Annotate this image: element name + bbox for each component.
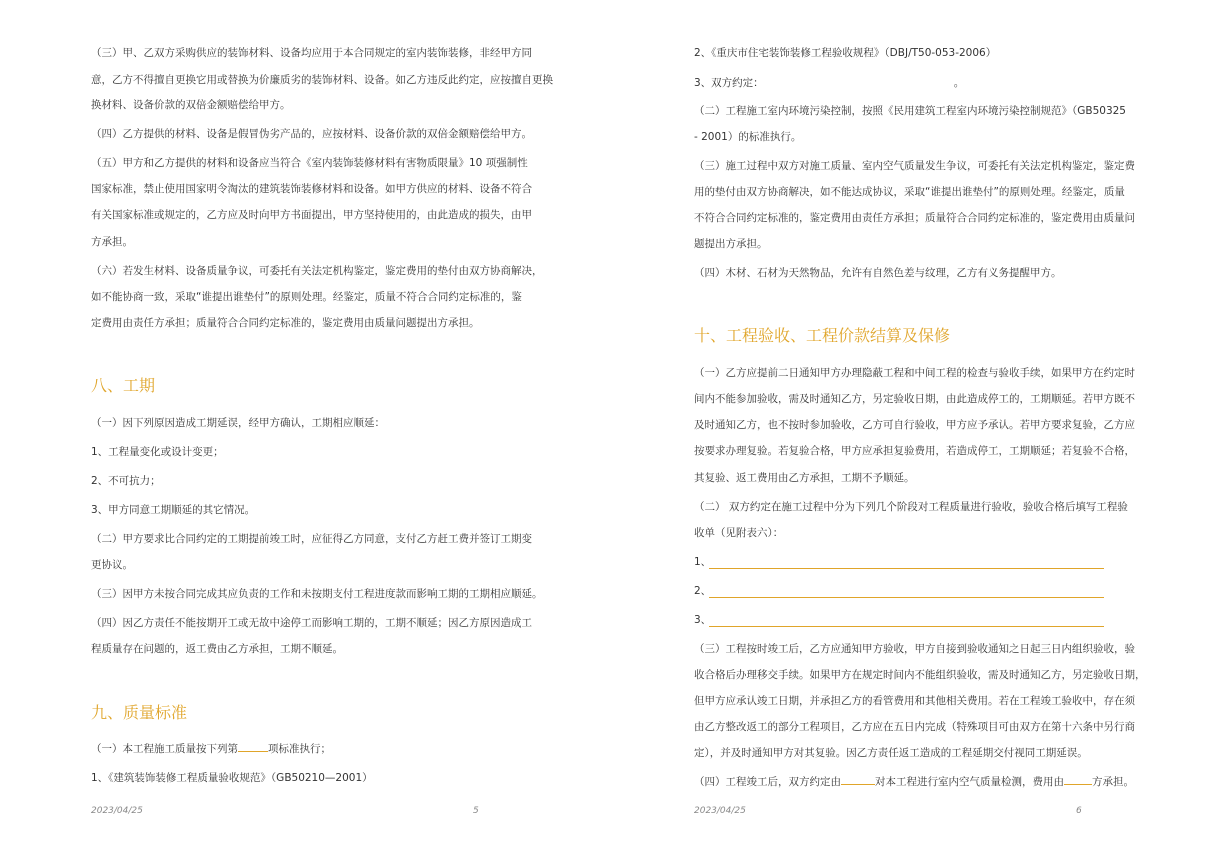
paragraph-line: （三）工程按时竣工后，乙方应通知甲方验收，甲方自接到验收通知之日起三日内组织验收，验 bbox=[694, 643, 1135, 655]
paragraph-line: 更协议。 bbox=[91, 559, 133, 571]
list-item: 1、工程量变化或设计变更； bbox=[91, 446, 224, 458]
paragraph-line: （五）甲方和乙方提供的材料和设备应当符合《室内装饰装修材料有害物质限量》10 项强制性 bbox=[91, 157, 528, 169]
paragraph-line: 定费用由责任方承担；质量符合合同约定标准的，鉴定费用由质量问题提出方承担。 bbox=[91, 317, 480, 329]
blank-line-label: 3、 bbox=[694, 614, 712, 626]
list-item: 3、甲方同意工期顺延的其它情况。 bbox=[91, 504, 256, 516]
section-heading: 八、工期 bbox=[91, 376, 156, 395]
paragraph-line: （三）施工过程中双方对施工质量、室内空气质量发生争议，可委托有关法定机构鉴定，鉴定费 bbox=[694, 160, 1135, 172]
paragraph-line: （六）若发生材料、设备质量争议，可委托有关法定机构鉴定，鉴定费用的垫付由双方协商解决， bbox=[91, 265, 543, 277]
paragraph-line: 但甲方应承认竣工日期，并承担乙方的看管费用和其他相关费用。若在工程竣工验收中，存在须 bbox=[694, 695, 1135, 707]
paragraph-line: 定），并及时通知甲方对其复验。因乙方责任返工造成的工程延期交付视同工期延误。 bbox=[694, 747, 1088, 759]
paragraph-line: 意，乙方不得擅自更换它用或替换为价廉质劣的装饰材料、设备。如乙方违反此约定，应按擅自更换 bbox=[91, 74, 553, 86]
list-item: 1、《建筑装饰装修工程质量验收规范》（GB50210—2001） bbox=[91, 772, 373, 784]
paragraph-line: 收单（见附表六）： bbox=[694, 527, 784, 539]
paragraph-line: 用的垫付由双方协商解决，如不能达成协议，采取“谁提出谁垫付”的原则处理。经鉴定，质量 bbox=[694, 186, 1125, 198]
list-item bbox=[694, 70, 964, 97]
text: 3、双方约定： bbox=[694, 77, 764, 89]
page-number: 5 bbox=[473, 806, 479, 816]
section-heading: 十、工程验收、工程价款结算及保修 bbox=[694, 326, 951, 345]
paragraph-line: 如不能协商一致，采取“谁提出谁垫付”的原则处理。经鉴定，质量不符合合同约定标准的，鉴 bbox=[91, 291, 522, 303]
paragraph-line: （一）乙方应提前二日通知甲方办理隐蔽工程和中间工程的检查与验收手续，如果甲方在约定时 bbox=[694, 367, 1135, 379]
page-6 bbox=[603, 0, 1205, 852]
list-item: 2、不可抗力； bbox=[91, 475, 161, 487]
paragraph-line: （一）因下列原因造成工期延误，经甲方确认，工期相应顺延： bbox=[91, 417, 385, 429]
paragraph-line: （四）乙方提供的材料、设备是假冒伪劣产品的，应按材料、设备价款的双倍金额赔偿给甲方。 bbox=[91, 128, 532, 140]
paragraph-line: 及时通知乙方，也不按时参加验收，乙方可自行验收，甲方应予承认。若甲方要求复验，乙方应 bbox=[694, 419, 1135, 431]
blank-line[interactable] bbox=[709, 597, 1104, 598]
text: （四）工程竣工后，双方约定由 bbox=[694, 776, 841, 788]
text: （一）本工程施工质量按下列第 bbox=[91, 743, 238, 755]
paragraph-line: 换材料、设备价款的双倍金额赔偿给甲方。 bbox=[91, 99, 291, 111]
paragraph-line: （四）因乙方责任不能按期开工或无故中途停工而影响工期的，工期不顺延；因乙方原因造成工 bbox=[91, 617, 532, 629]
paragraph-line: 有关国家标准或规定的，乙方应及时向甲方书面提出，甲方坚持使用的，由此造成的损失，由甲 bbox=[91, 209, 532, 221]
fill-in-blank[interactable] bbox=[238, 739, 268, 752]
paragraph-line: 国家标准，禁止使用国家明令淘汰的建筑装饰装修材料和设备。如甲方供应的材料、设备不符合 bbox=[91, 183, 532, 195]
paragraph-line: 不符合合同约定标准的，鉴定费用由责任方承担；质量符合合同约定标准的，鉴定费用由质量问 bbox=[694, 212, 1135, 224]
footer-date: 2023/04/25 bbox=[694, 806, 746, 816]
fill-in-blank[interactable] bbox=[841, 772, 875, 785]
text: 项标准执行； bbox=[268, 743, 331, 755]
section-heading: 九、质量标准 bbox=[91, 703, 188, 722]
paragraph-line: 收合格后办理移交手续。如果甲方在规定时间内不能组织验收，需及时通知乙方，另定验收日期， bbox=[694, 669, 1146, 681]
paragraph-line: 按要求办理复验。若复验合格，甲方应承担复验费用，若造成停工，工期顺延；若复验不合格， bbox=[694, 445, 1135, 457]
text: 。 bbox=[953, 77, 965, 89]
text: 方承担。 bbox=[1092, 776, 1134, 788]
blank-line-label: 2、 bbox=[694, 585, 712, 597]
paragraph-line bbox=[91, 736, 331, 763]
paragraph-line: （二）甲方要求比合同约定的工期提前竣工时，应征得乙方同意，支付乙方赶工费并签订工期变 bbox=[91, 533, 532, 545]
page-5 bbox=[0, 0, 602, 852]
blank-line[interactable] bbox=[709, 568, 1104, 569]
paragraph-line: 其复验、返工费用由乙方承担，工期不予顺延。 bbox=[694, 472, 915, 484]
paragraph-line bbox=[694, 769, 1134, 796]
paragraph-line: 程质量存在问题的，返工费由乙方承担，工期不顺延。 bbox=[91, 643, 343, 655]
paragraph-line: （二）工程施工室内环境污染控制，按照《民用建筑工程室内环境污染控制规范》（GB50325 bbox=[694, 105, 1126, 117]
paragraph-line: - 2001）的标准执行。 bbox=[694, 131, 802, 143]
paragraph-line: 题提出方承担。 bbox=[694, 238, 768, 250]
paragraph-line: 间内不能参加验收，需及时通知乙方，另定验收日期，由此造成停工的，工期顺延。若甲方既不 bbox=[694, 393, 1135, 405]
paragraph-line: 由乙方整改返工的部分工程项目，乙方应在五日内完成（特殊项目可由双方在第十六条中另行商 bbox=[694, 721, 1135, 733]
fill-in-blank[interactable] bbox=[1064, 772, 1092, 785]
blank-line[interactable] bbox=[709, 626, 1104, 627]
paragraph-line: 方承担。 bbox=[91, 236, 133, 248]
list-item: 2、《重庆市住宅装饰装修工程验收规程》（DBJ/T50-053-2006） bbox=[694, 47, 997, 59]
text: 对本工程进行室内空气质量检测，费用由 bbox=[875, 776, 1064, 788]
paragraph-line: （四）木材、石材为天然物品，允许有自然色差与纹理，乙方有义务提醒甲方。 bbox=[694, 267, 1062, 279]
footer-date: 2023/04/25 bbox=[91, 806, 143, 816]
fill-in-blank[interactable] bbox=[764, 73, 954, 86]
blank-line-label: 1、 bbox=[694, 556, 712, 568]
paragraph-line: （三）甲、乙双方采购供应的装饰材料、设备均应用于本合同规定的室内装饰装修，非经甲方同 bbox=[91, 47, 532, 59]
page-number: 6 bbox=[1076, 806, 1082, 816]
paragraph-line: （三）因甲方未按合同完成其应负责的工作和未按期支付工程进度款而影响工期的工期相应顺延。 bbox=[91, 588, 543, 600]
paragraph-line: （二） 双方约定在施工过程中分为下列几个阶段对工程质量进行验收，验收合格后填写工程验 bbox=[694, 501, 1128, 513]
